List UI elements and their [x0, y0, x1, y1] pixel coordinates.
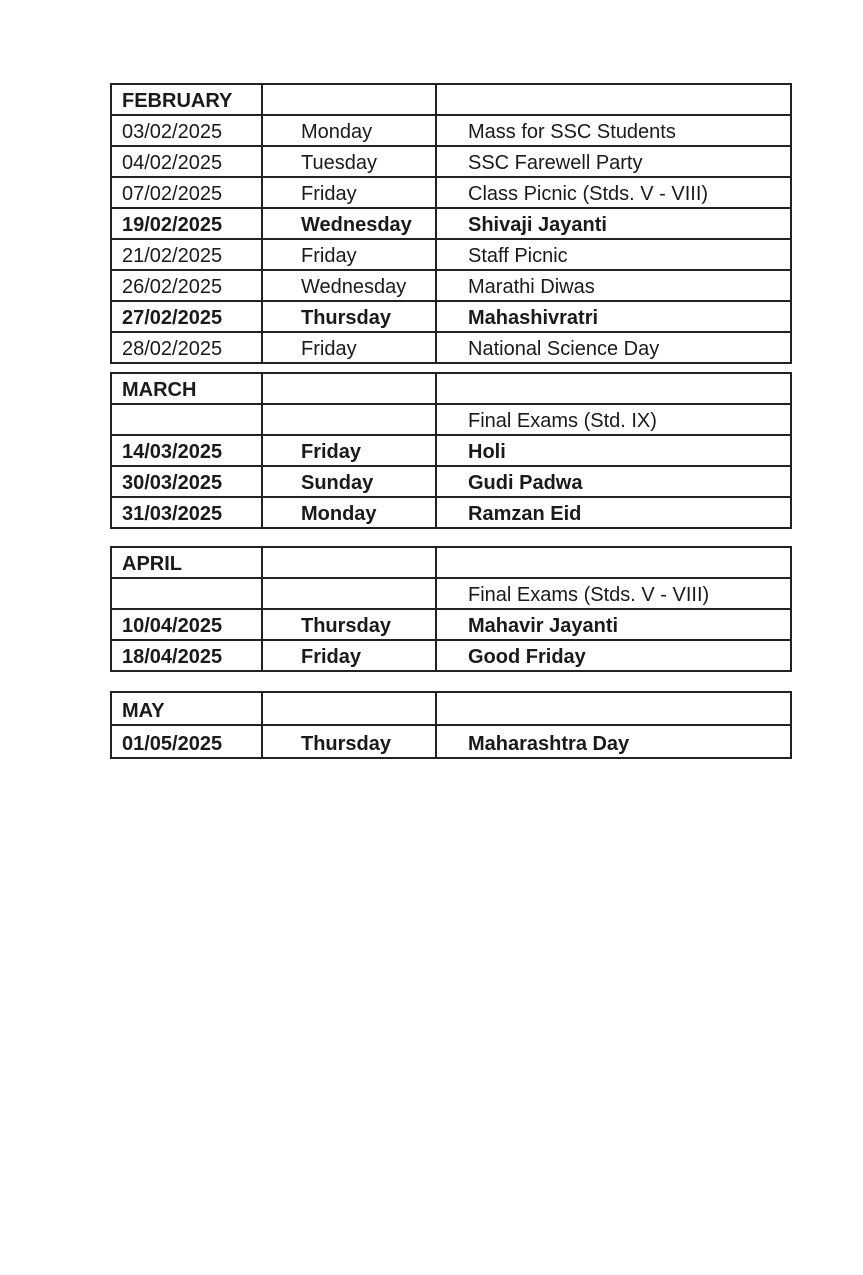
- may-table: [110, 691, 792, 759]
- event-cell: Mass for SSC Students: [436, 115, 791, 146]
- day-cell: Tuesday: [262, 146, 436, 177]
- table-row: [111, 270, 791, 301]
- table-row-holiday: [111, 466, 791, 497]
- day-cell: Sunday: [262, 466, 436, 497]
- event-cell: Maharashtra Day: [436, 725, 791, 758]
- day-cell: Monday: [262, 115, 436, 146]
- date-cell: [111, 404, 262, 435]
- day-cell: Thursday: [262, 609, 436, 640]
- date-cell: 01/05/2025: [111, 725, 262, 758]
- day-cell: [262, 578, 436, 609]
- table-row: [111, 404, 791, 435]
- date-cell: 07/02/2025: [111, 177, 262, 208]
- february-table: [110, 83, 792, 364]
- event-cell: Mahavir Jayanti: [436, 609, 791, 640]
- event-cell: Ramzan Eid: [436, 497, 791, 528]
- table-row: [111, 578, 791, 609]
- day-cell: Friday: [262, 640, 436, 671]
- event-cell: Gudi Padwa: [436, 466, 791, 497]
- empty-cell: [262, 373, 436, 404]
- day-cell: Wednesday: [262, 208, 436, 239]
- event-cell: National Science Day: [436, 332, 791, 363]
- table-row-holiday: [111, 301, 791, 332]
- table-row-holiday: [111, 609, 791, 640]
- date-cell: 21/02/2025: [111, 239, 262, 270]
- empty-cell: [436, 692, 791, 725]
- march-table: [110, 372, 792, 529]
- event-cell: Mahashivratri: [436, 301, 791, 332]
- date-cell: 14/03/2025: [111, 435, 262, 466]
- event-cell: Shivaji Jayanti: [436, 208, 791, 239]
- event-cell: Staff Picnic: [436, 239, 791, 270]
- event-cell: Holi: [436, 435, 791, 466]
- table-row-holiday: [111, 435, 791, 466]
- date-cell: [111, 578, 262, 609]
- day-cell: Friday: [262, 435, 436, 466]
- event-cell: Final Exams (Std. IX): [436, 404, 791, 435]
- day-cell: Monday: [262, 497, 436, 528]
- event-cell: SSC Farewell Party: [436, 146, 791, 177]
- month-title: APRIL: [111, 547, 262, 578]
- month-header-row: [111, 373, 791, 404]
- date-cell: 04/02/2025: [111, 146, 262, 177]
- date-cell: 19/02/2025: [111, 208, 262, 239]
- table-row: [111, 239, 791, 270]
- april-table: [110, 546, 792, 672]
- month-title: MARCH: [111, 373, 262, 404]
- day-cell: [262, 404, 436, 435]
- empty-cell: [436, 84, 791, 115]
- date-cell: 30/03/2025: [111, 466, 262, 497]
- table-row: [111, 332, 791, 363]
- empty-cell: [436, 373, 791, 404]
- date-cell: 28/02/2025: [111, 332, 262, 363]
- day-cell: Friday: [262, 239, 436, 270]
- day-cell: Thursday: [262, 725, 436, 758]
- table-row: [111, 115, 791, 146]
- event-cell: Final Exams (Stds. V - VIII): [436, 578, 791, 609]
- day-cell: Friday: [262, 332, 436, 363]
- date-cell: 26/02/2025: [111, 270, 262, 301]
- date-cell: 03/02/2025: [111, 115, 262, 146]
- month-header-row: [111, 547, 791, 578]
- event-cell: Good Friday: [436, 640, 791, 671]
- day-cell: Friday: [262, 177, 436, 208]
- month-title: MAY: [111, 692, 262, 725]
- event-cell: Class Picnic (Stds. V - VIII): [436, 177, 791, 208]
- day-cell: Wednesday: [262, 270, 436, 301]
- table-row-holiday: [111, 640, 791, 671]
- date-cell: 18/04/2025: [111, 640, 262, 671]
- date-cell: 27/02/2025: [111, 301, 262, 332]
- table-row: [111, 177, 791, 208]
- date-cell: 31/03/2025: [111, 497, 262, 528]
- table-row-holiday: [111, 725, 791, 758]
- day-cell: Thursday: [262, 301, 436, 332]
- event-cell: Marathi Diwas: [436, 270, 791, 301]
- date-cell: 10/04/2025: [111, 609, 262, 640]
- empty-cell: [262, 84, 436, 115]
- table-row: [111, 146, 791, 177]
- table-row-holiday: [111, 497, 791, 528]
- month-header-row: [111, 84, 791, 115]
- table-row-holiday: [111, 208, 791, 239]
- empty-cell: [262, 547, 436, 578]
- empty-cell: [436, 547, 791, 578]
- month-title: FEBRUARY: [111, 84, 262, 115]
- month-header-row: [111, 692, 791, 725]
- empty-cell: [262, 692, 436, 725]
